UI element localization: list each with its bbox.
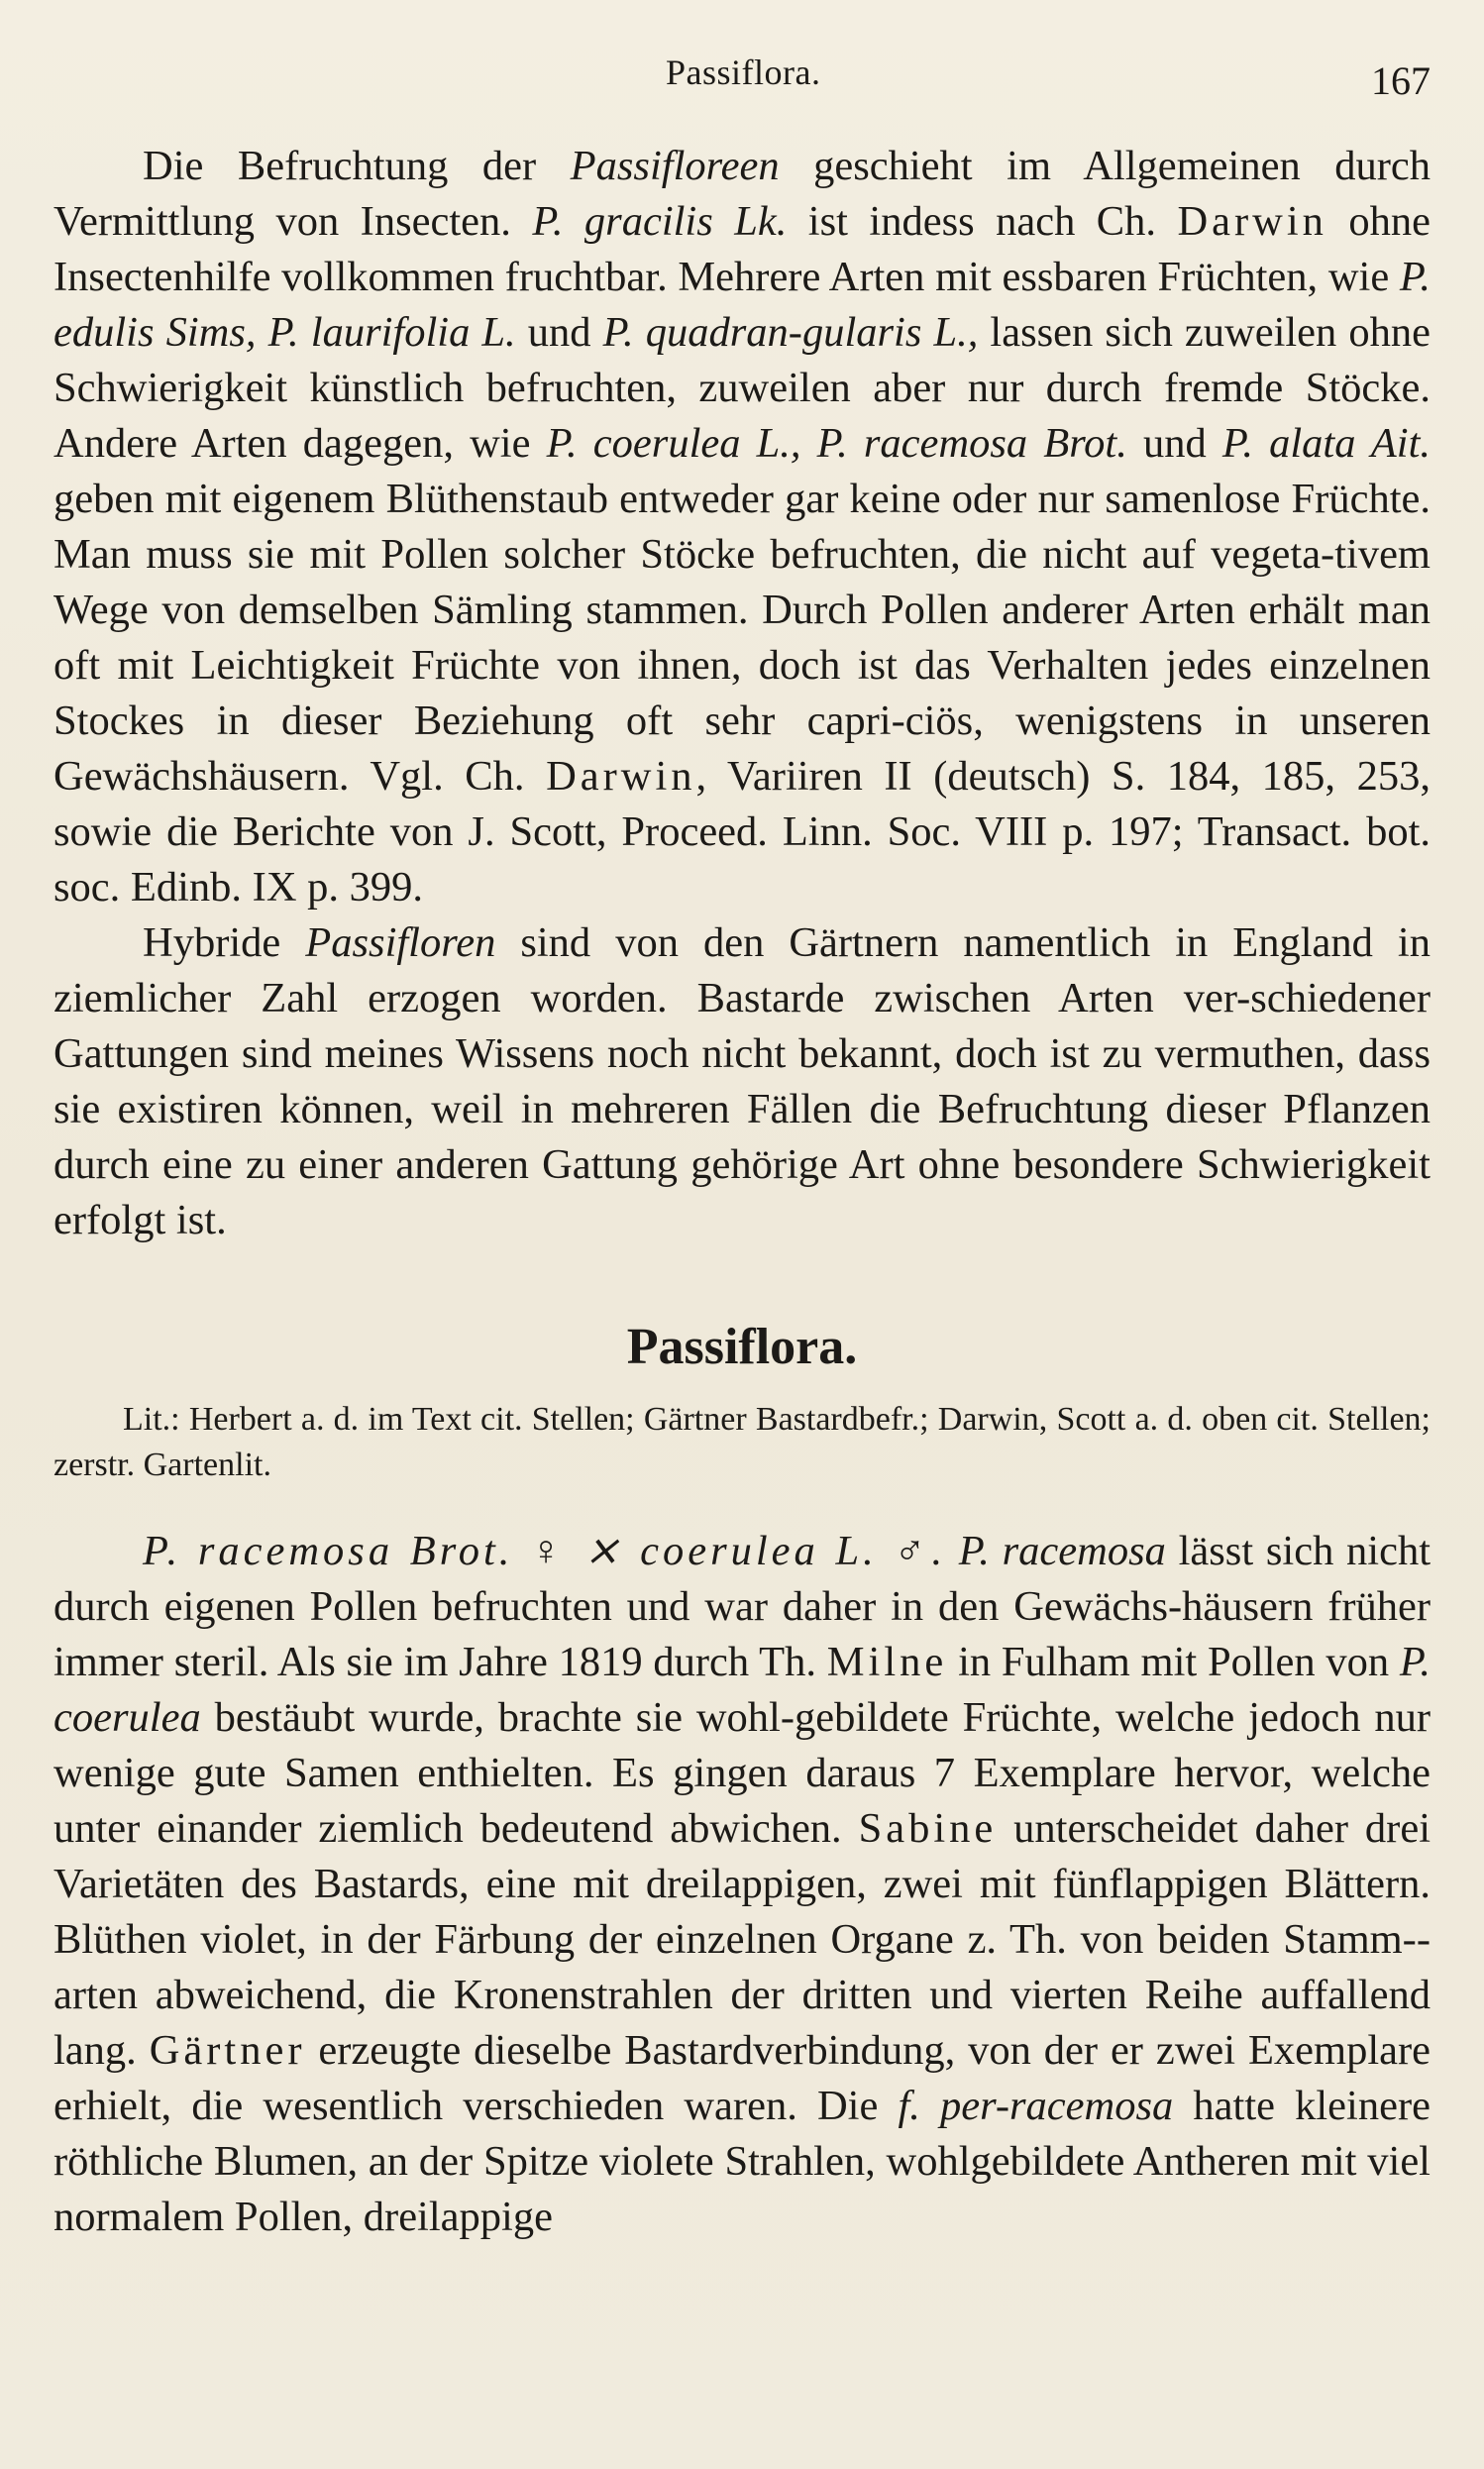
text-run: und	[515, 309, 603, 356]
literature-note: Lit.: Herbert a. d. im Text cit. Stellen; Gärtner Bastardbefr.; Darwin, Scott a. d. oben cit. Stellen; zerstr. Gartenlit.	[53, 1401, 1431, 1483]
text-run: Die Befruchtung der	[143, 143, 571, 189]
section-title: Passiflora.	[626, 1319, 858, 1375]
running-title: Passiflora.	[666, 53, 821, 92]
text-run: lässt sich nicht durch eigenen Pollen befruchten und war daher in den Gewächs-häusern früher immer steril. Als sie im Jahre 1819 durch Th.	[53, 1528, 1431, 1685]
page-header	[0, 44, 1484, 103]
italic-run: P. alata Ait.	[1221, 420, 1431, 467]
paragraph	[53, 915, 1431, 1248]
spaced-run: Gärtner	[149, 2027, 306, 2074]
spaced-run: Milne	[826, 1639, 948, 1685]
text-run: sind von den Gärtnern namentlich in England in ziemlicher Zahl erzogen worden. Bastarde zwischen Arten ver-schiedener Gattungen sind meines Wissens noch nicht bekannt, doch ist zu vermuthen, dass sie existiren können, weil in mehreren Fällen die Befruchtung dieser Pflanzen durch eine zu einer anderen Gattung gehörige Art ohne besondere Schwierigkeit erfolgt ist.	[53, 919, 1431, 1243]
spaced-run: Darwin	[1177, 198, 1327, 245]
italic-run: P. coerulea L., P. racemosa Brot.	[546, 420, 1127, 467]
text-run: hatte kleinere röthliche Blumen, an der Spitze violete Strahlen, wohlgebildete Antheren mit viel normalem Pollen, dreilappige	[53, 2083, 1431, 2240]
text-run: erzeugte dieselbe Bastardverbindung, von der er zwei Exemplare erhielt, die wesentlich verschieden waren. Die	[53, 2027, 1431, 2129]
text-run: und	[1126, 420, 1222, 467]
text-run: bestäubt wurde, brachte sie wohl-gebildete Früchte, welche jedoch nur wenige gute Samen enthielten. Es gingen daraus 7 Exemplare hervor, welche unter einander ziemlich bedeutend abwichen.	[53, 1694, 1431, 1852]
text-run	[946, 1528, 959, 1574]
italic-run: P. edulis Sims, P. laurifolia L.	[53, 254, 1431, 356]
italic-run: Passifloreen	[570, 143, 780, 189]
italic-run: Passifloren	[305, 919, 496, 966]
paragraph	[53, 1524, 1431, 2245]
text-run: geschieht im Allgemeinen durch Vermittlung von Insecten.	[53, 143, 1431, 245]
body-text	[53, 139, 1431, 2245]
text-run: ist indess nach Ch.	[787, 198, 1178, 245]
page-number: 167	[1371, 58, 1431, 103]
text-run: Hybride	[143, 919, 306, 966]
italic-run: P. racemosa Brot. ♀ ⨯ coerulea L. ♂.	[143, 1528, 947, 1574]
italic-run: P. gracilis Lk.	[532, 198, 788, 245]
text-run: unterscheidet daher drei Varietäten des Bastards, eine mit dreilappigen, zwei mit fünflappigen Blättern. Blüthen violet, in der Färbung der einzelnen Organe z. Th. von beiden Stamm-arten abweichend, die Kronenstrahlen der dritten und vierten Reihe auffallend lang.	[53, 1805, 1431, 2074]
text-run: , Variiren II (deutsch) S. 184, 185, 253, sowie die Berichte von J. Scott, Proceed. Linn. Soc. VIII p. 197; Transact. bot. soc. Edinb. IX p. 399.	[53, 753, 1431, 911]
text-run: in Fulham mit Pollen von	[947, 1639, 1400, 1685]
text-run: lassen sich zuweilen ohne Schwierigkeit künstlich befruchten, zuweilen aber nur durch fremde Stöcke. Andere Arten dagegen, wie	[53, 309, 1431, 467]
spaced-run: Darwin	[546, 753, 696, 800]
italic-run: P. quadran-gularis L.,	[602, 309, 979, 356]
text-run: ohne Insectenhilfe vollkommen fruchtbar. Mehrere Arten mit essbaren Früchten, wie	[53, 198, 1431, 300]
italic-run: P. coerulea	[53, 1639, 1431, 1741]
spaced-run: Sabine	[858, 1805, 998, 1852]
italic-run: f. per-racemosa	[898, 2083, 1174, 2129]
paragraph	[53, 139, 1431, 915]
text-run: geben mit eigenem Blüthenstaub entweder gar keine oder nur samenlose Früchte. Man muss sie mit Pollen solcher Stöcke befruchten, die nicht auf vegeta-tivem Wege von demselben Sämling stammen. Durch Pollen anderer Arten erhält man oft mit Leichtigkeit Früchte von ihnen, doch ist das Verhalten jedes einzelnen Stockes in dieser Beziehung oft sehr capri-ciös, wenigstens in unseren Gewächshäusern. Vgl. Ch.	[53, 476, 1431, 800]
italic-run: P. racemosa	[958, 1528, 1166, 1574]
